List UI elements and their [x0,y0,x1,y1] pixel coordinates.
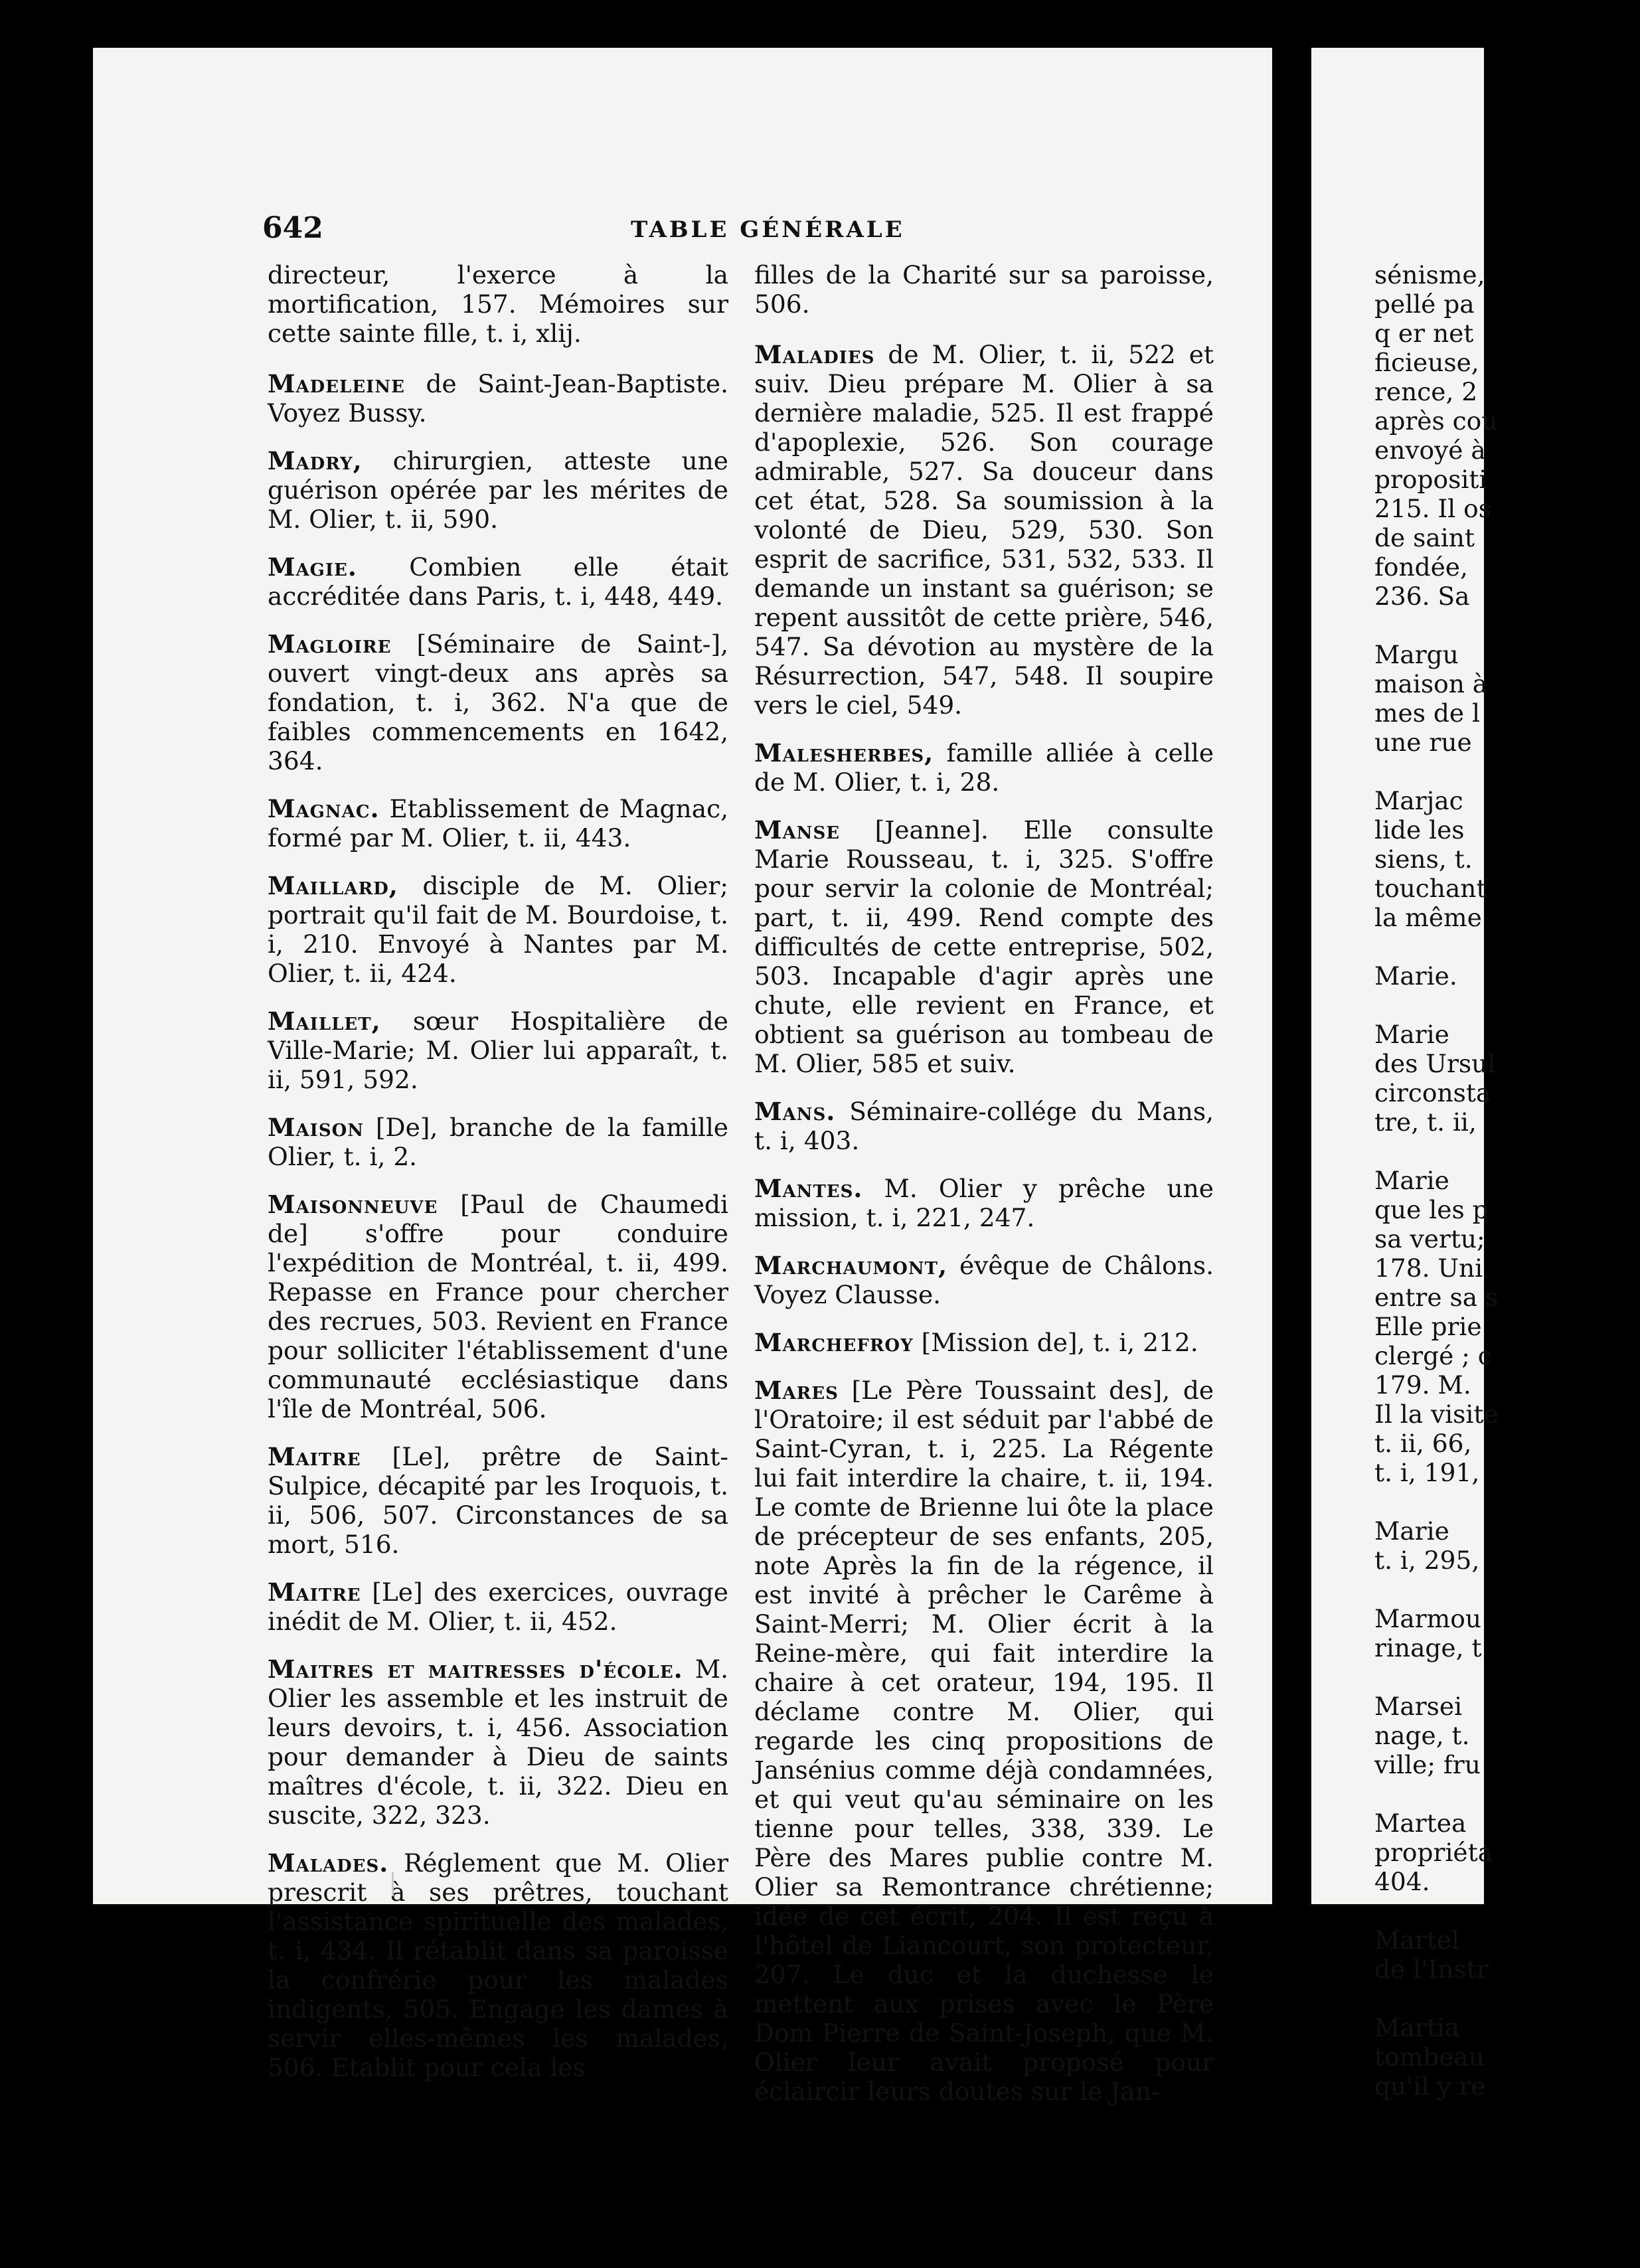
partial-line: tombeau [1374,2042,1485,2071]
partial-line: q er net [1374,319,1474,348]
entry-heading: Maitres et maitresses d'école. [268,1655,683,1684]
partial-line: Elle prie [1374,1312,1482,1341]
partial-line: siens, t. [1374,845,1473,874]
partial-line [1374,991,1640,1020]
index-entry [754,260,1214,319]
entry-text: chirurgien, atteste une guérison opérée par les mérites de M. Olier, t. ii, 590. [268,446,728,534]
partial-line: Marie [1374,1166,1449,1195]
entry-heading: Maillard, [268,871,398,900]
partial-line: t. ii, 66, [1374,1429,1472,1458]
entry-text: [Jeanne]. Elle consulte Marie Rousseau, t. i, 325. S'offre pour servir la colonie de Montréal; part, t. ii, 499. Rend compte des difficultés de cette entreprise, 502, 503. Incapable d'agir après une chute, elle revient en France, et obtient sa guérison au tombeau de M. Olier, 585 et suiv. [754,815,1214,1078]
partial-line: pellé pa [1374,289,1475,319]
entry-text: [Le Père Toussaint des], de l'Oratoire; il est séduit par l'abbé de Saint-Cyran, t. i, 225. La Régente lui fait interdire la chaire, t. ii, 194. Le comte de Brienne lui ôte la place de précepteur de ses enfants, 205, note Après la fin de la régence, il est invité à prêcher le Carême à Saint-Merri; M. Olier écrit à la Reine-mère, qui fait interdire la chaire à cet orateur, 194, 195. Il déclame contre M. Olier, qui regarde les cinq propositions de Jansénius comme déjà condamnées, et qui veut qu'au séminaire on les tienne pour telles, 338, 339. Le Père des Mares publie contre M. Olier sa Remontrance chrétienne; idée de cet écrit, 204. Il est reçu à l'hôtel de Liancourt, son protecteur, 207. Le duc et la duchesse le mettent aux prises avec le Père Dom Pierre de Saint-Joseph, que M. Olier leur avait proposé pour éclaircir leurs doutes sur le Jan- [754,1376,1214,2106]
partial-line: 404. [1374,1867,1430,1896]
index-entry [268,369,728,428]
partial-line: fondée, [1374,552,1468,582]
partial-line [1374,1487,1640,1516]
entry-text: de M. Olier, t. ii, 522 et suiv. Dieu prépare M. Olier à sa dernière maladie, 525. Il est frappé d'apoplexie, 526. Son courage admirable, 527. Sa douceur dans cet état, 528. Sa soumission à la volonté de Dieu, 529, 530. Son esprit de sacrifice, 531, 532, 533. Il demande un instant sa guérison; se repent aussitôt de cette prière, 546, 547. Sa dévotion au mystère de la Résurrection, 547, 548. Il soupire vers le ciel, 549. [754,340,1214,720]
partial-line: Martea [1374,1809,1467,1838]
partial-line: 179. M. [1374,1370,1471,1400]
partial-line [1374,1137,1640,1166]
partial-line: mes de l [1374,698,1481,728]
entry-heading: Manse [754,815,841,845]
partial-line: 178. Uni [1374,1254,1483,1283]
page-header [262,211,1235,251]
partial-line: Il la visite [1374,1400,1499,1429]
partial-line [1374,1896,1640,1925]
entry-heading: Madeleine [268,369,405,398]
entry-heading: Malesherbes, [754,738,934,768]
entry-heading: Mares [754,1376,839,1405]
partial-line: maison à [1374,669,1488,698]
entry-text: sœur Hospitalière de Ville-Marie; M. Olier lui apparaît, t. ii, 591, 592. [268,1007,728,1094]
index-entry [268,1848,728,2082]
partial-line: ville; fru [1374,1750,1481,1779]
entry-heading: Madry, [268,446,363,475]
partial-line: envoyé à [1374,436,1486,465]
partial-line: rence, 2 [1374,377,1478,406]
partial-line: une rue [1374,728,1472,757]
index-entry [754,1251,1214,1309]
index-entry [268,1655,728,1830]
entry-text: évêque de Châlons. Voyez Clausse. [754,1251,1214,1309]
index-entry [268,1113,728,1171]
partial-line [1374,1779,1640,1809]
partial-line: Marsei [1374,1692,1463,1721]
partial-line: Martel [1374,1925,1459,1955]
entry-text: Réglement que M. Olier prescrit à ses prêtres, touchant l'assistance spirituelle des malades, t. i, 434. Il rétablit dans sa paroisse la confrérie pour les malades indigents, 505. Engage les dames à servir elles-mêmes les malades, 506. Etablit pour cela les [268,1848,728,2082]
entry-text: [Séminaire de Saint-], ouvert vingt-deux ans après sa fondation, t. i, 362. N'a que de faibles commencements en 1642, 364. [268,629,728,775]
partial-line [1374,757,1640,786]
entry-text: famille alliée à celle de M. Olier, t. i, 28. [754,738,1214,797]
partial-line: propriéta [1374,1838,1493,1867]
partial-line: Marie [1374,1020,1449,1049]
entry-heading: Maitre [268,1442,361,1471]
running-head: TABLE GÉNÉRALE [631,216,905,243]
index-entry [268,1442,728,1559]
entry-heading: Magie. [268,552,357,582]
partial-line: Marjac [1374,786,1463,815]
entry-heading: Marchaumont, [754,1251,947,1280]
partial-line: qu'il y re [1374,2071,1486,2101]
index-entry [754,1174,1214,1232]
partial-line: de l'Instr [1374,1955,1489,1984]
index-column-left [268,260,728,2101]
entry-text: [Le] des exercices, ouvrage inédit de M. Olier, t. ii, 452. [268,1578,728,1636]
index-entry [754,1328,1214,1357]
entry-heading: Magloire [268,629,392,659]
scan-artifact [392,1872,400,1896]
entry-text: Séminaire-collége du Mans, t. i, 403. [754,1097,1214,1155]
entry-heading: Maitre [268,1578,361,1607]
partial-line: que les p [1374,1195,1489,1224]
partial-line: 215. Il os [1374,494,1491,523]
index-entry [268,794,728,852]
partial-line [1374,932,1640,961]
entry-text: M. Olier les assemble et les instruit de leurs devoirs, t. i, 456. Association pour demander à Dieu de saints maîtres d'école, t. ii, 322. Dieu en suscite, 322, 323. [268,1655,729,1830]
index-entry [268,629,728,775]
partial-line: circonsta [1374,1078,1491,1107]
partial-line: ficieuse, [1374,348,1479,377]
entry-heading: Magnac. [268,794,380,823]
partial-line [1374,611,1640,640]
index-entry [268,1578,728,1636]
entry-text: disciple de M. Olier; portrait qu'il fait de M. Bourdoise, t. i, 210. Envoyé à Nantes par M. Olier, t. ii, 424. [268,871,728,988]
partial-line: Martia [1374,2013,1460,2042]
partial-line: Marie [1374,1516,1449,1546]
entry-heading: Maladies [754,340,875,369]
index-entry [754,1097,1214,1155]
partial-line: propositi [1374,465,1487,494]
partial-line: la même [1374,903,1482,932]
partial-line: sa vertu; [1374,1224,1485,1254]
index-entry [268,260,728,348]
index-entry [754,738,1214,797]
entry-heading: Mantes. [754,1174,863,1203]
partial-line: t. i, 191, [1374,1458,1480,1487]
index-entry [268,446,728,534]
entry-heading: Mans. [754,1097,836,1126]
entry-text: directeur, l'exerce à la mortification, 157. Mémoires sur cette sainte fille, t. i, xlij. [268,260,728,348]
partial-line [1374,1662,1640,1692]
partial-line: entre sa s [1374,1283,1499,1312]
partial-line: touchant [1374,874,1487,903]
partial-line: nage, t. [1374,1721,1470,1750]
partial-line: t. i, 295, [1374,1546,1480,1575]
partial-line: après cou [1374,406,1498,436]
page-number: 642 [262,211,323,245]
partial-line [1374,1575,1640,1604]
index-entry [268,1007,728,1094]
entry-text: Combien elle était accréditée dans Paris, t. i, 448, 449. [268,552,728,611]
index-entry [754,340,1214,720]
partial-line: lide les [1374,815,1465,845]
partial-line: de saint [1374,523,1475,552]
partial-line [1374,1984,1640,2013]
entry-text: [De], branche de la famille Olier, t. i, 2. [268,1113,728,1171]
index-entry [268,552,728,611]
entry-heading: Maisonneuve [268,1190,438,1219]
entry-heading: Marchefroy [754,1328,914,1357]
index-entry [754,815,1214,1078]
entry-text: Etablissement de Magnac, formé par M. Olier, t. ii, 443. [268,794,728,852]
index-entry [754,1376,1214,2106]
partial-line: Marie. [1374,961,1457,991]
index-entry [268,1190,728,1423]
partial-line: 236. Sa [1374,582,1470,611]
entry-text: [Le], prêtre de Saint-Sulpice, décapité par les Iroquois, t. ii, 506, 507. Circonstances de sa mort, 516. [268,1442,729,1559]
partial-line: Margu [1374,640,1459,669]
partial-line: tre, t. ii, [1374,1107,1477,1137]
entry-text: [Mission de], t. i, 212. [921,1328,1198,1357]
index-column-partial [1374,260,1640,2101]
index-entry [268,871,728,988]
partial-line: rinage, t [1374,1633,1482,1662]
entry-text: filles de la Charité sur sa paroisse, 506. [754,260,1214,319]
index-column-right [754,260,1214,2125]
entry-heading: Maillet, [268,1007,381,1036]
entry-heading: Malades. [268,1848,389,1878]
entry-text: de Saint-Jean-Baptiste. Voyez Bussy. [268,369,728,428]
partial-line: Marmou [1374,1604,1481,1633]
partial-line: clergé ; c [1374,1341,1492,1370]
partial-line: sénisme, [1374,260,1485,289]
entry-heading: Maison [268,1113,365,1142]
entry-text: M. Olier y prêche une mission, t. i, 221, 247. [754,1174,1214,1232]
entry-text: [Paul de Chaumedi de] s'offre pour conduire l'expédition de Montréal, t. ii, 499. Repasse en France pour chercher des recrues, 503. Revient en France pour solliciter l'établissement d'une communauté ecclésiastique dans l'île de Montréal, 506. [268,1190,728,1423]
partial-line: des Ursul [1374,1049,1496,1078]
